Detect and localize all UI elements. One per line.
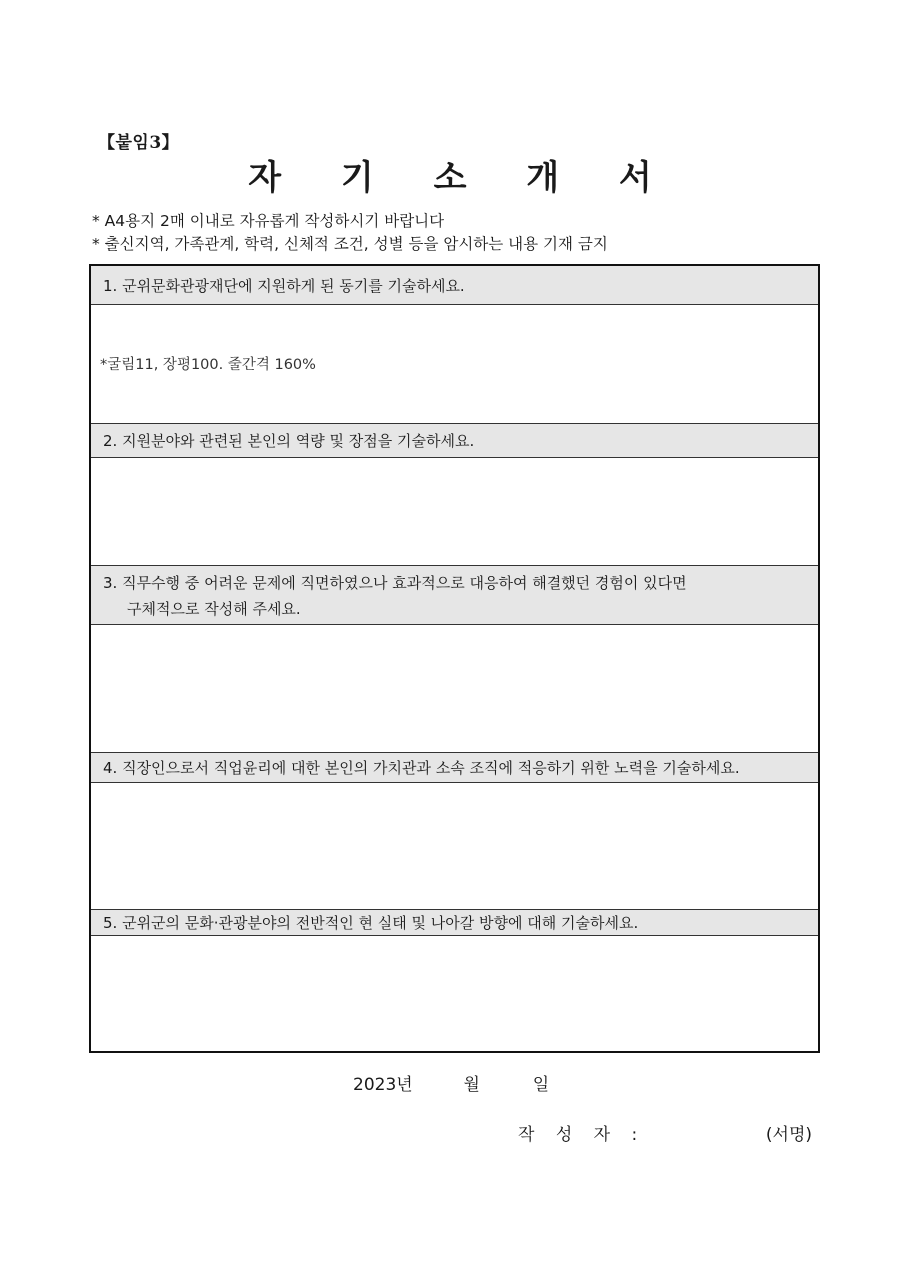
author-label: 작 성 자 : xyxy=(518,1125,646,1145)
question-4-answer-area[interactable] xyxy=(91,783,818,910)
question-3-header xyxy=(91,566,818,625)
date-year: 2023년 xyxy=(353,1075,413,1095)
question-3-label-line2: 구체적으로 작성해 주세요. xyxy=(127,600,301,618)
question-4-header xyxy=(91,753,818,783)
date-month: 월 xyxy=(463,1075,480,1095)
question-3-label-line1: 3. 직무수행 중 어려운 문제에 직면하였으나 효과적으로 대응하여 해결했던 경험이 있다면 xyxy=(103,574,687,592)
note-page-limit: * A4용지 2매 이내로 자유롭게 작성하시기 바랍니다 xyxy=(92,212,445,230)
signature-placeholder[interactable]: (서명) xyxy=(765,1125,812,1145)
author-signature-line xyxy=(518,1120,818,1145)
formatting-note: *굴림11, 장평100. 줄간격 160% xyxy=(100,357,316,373)
question-1-answer-area[interactable] xyxy=(91,305,818,424)
question-2-header xyxy=(91,424,818,458)
question-5-label: 5. 군위군의 문화·관광분야의 전반적인 현 실태 및 나아갈 방향에 대해 기술하세요. xyxy=(103,914,639,932)
question-4-label: 4. 직장인으로서 직업윤리에 대한 본인의 가치관과 소속 조직에 적응하기 위한 노력을 기술하세요. xyxy=(103,759,740,777)
instruction-notes xyxy=(92,210,608,256)
note-prohibited-content: * 출신지역, 가족관계, 학력, 신체적 조건, 성별 등을 암시하는 내용 기재 금지 xyxy=(92,235,608,253)
date-line xyxy=(353,1070,549,1095)
question-1-header xyxy=(91,266,818,305)
question-5-answer-area[interactable] xyxy=(91,936,818,1051)
document-title: 자 기 소 개 서 xyxy=(248,158,676,198)
question-3-answer-area[interactable] xyxy=(91,625,818,753)
date-day: 일 xyxy=(532,1075,550,1095)
essay-form-table xyxy=(89,264,820,1053)
question-5-header xyxy=(91,910,818,936)
question-1-label: 1. 군위문화관광재단에 지원하게 된 동기를 기술하세요. xyxy=(103,276,465,295)
attachment-label: 【붙임3】 xyxy=(98,133,180,153)
question-2-answer-area[interactable] xyxy=(91,458,818,566)
question-2-label: 2. 지원분야와 관련된 본인의 역량 및 장점을 기술하세요. xyxy=(103,432,475,450)
